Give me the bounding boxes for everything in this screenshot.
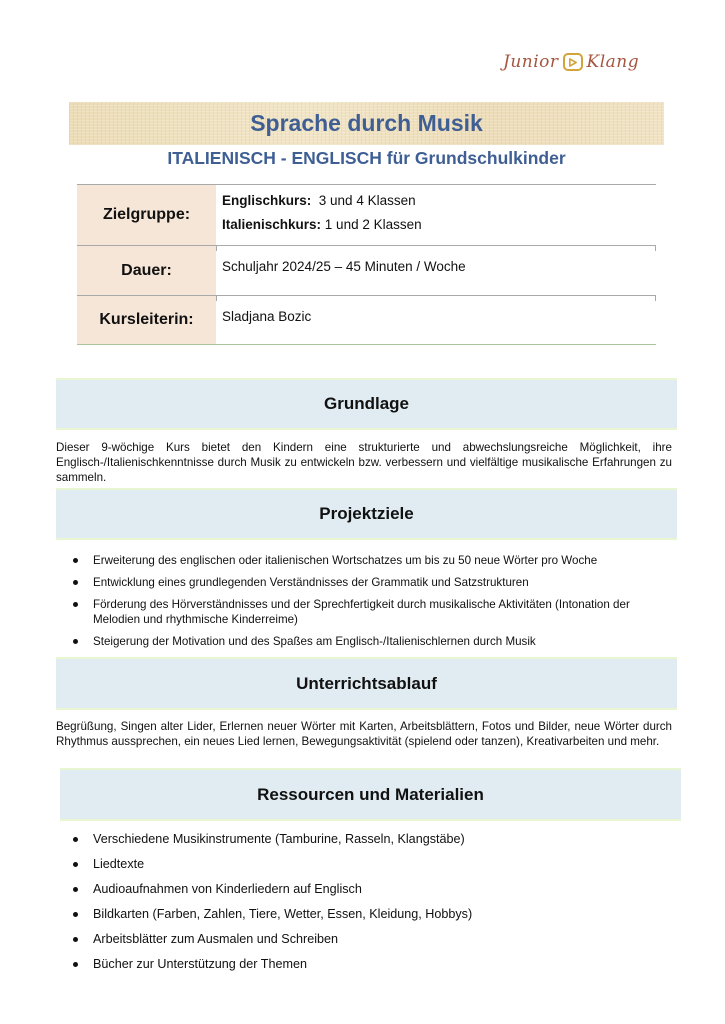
list-item xyxy=(56,856,672,872)
info-value: Schuljahr 2024/25 – 45 Minuten / Woche xyxy=(222,259,466,274)
list-item xyxy=(56,881,672,897)
list-item-text: Audioaufnahmen von Kinderliedern auf Englisch xyxy=(93,882,362,896)
bullet-icon xyxy=(73,912,78,917)
table-border-tick xyxy=(216,296,217,301)
info-line-key: Englischkurs: xyxy=(222,193,312,208)
info-value: Sladjana Bozic xyxy=(222,309,312,324)
bullet-icon xyxy=(73,962,78,967)
bullet-icon xyxy=(73,887,78,892)
bullet-icon xyxy=(73,862,78,867)
list-item xyxy=(56,634,672,649)
list-item xyxy=(56,575,672,590)
info-line-italienischkurs xyxy=(222,217,656,241)
list-item-text: Förderung des Hörverständnisses und der Sprechfertigkeit durch musikalische Aktivitäten (Intonation der Melodien und rhythmische Kinderreime) xyxy=(93,598,630,626)
logo-word-junior: Junior xyxy=(503,52,559,72)
bullet-icon xyxy=(73,837,78,842)
logo-word-klang: Klang xyxy=(586,52,640,72)
list-item-text: Verschiedene Musikinstrumente (Tamburine, Rasseln, Klangstäbe) xyxy=(93,832,465,846)
projektziele-list xyxy=(56,553,672,656)
bullet-icon xyxy=(73,639,78,644)
list-item-text: Entwicklung eines grundlegenden Verständnisses der Grammatik und Satzstrukturen xyxy=(93,576,529,589)
list-item-text: Bildkarten (Farben, Zahlen, Tiere, Wetter, Essen, Kleidung, Hobbys) xyxy=(93,907,473,921)
bullet-icon xyxy=(73,937,78,942)
list-item xyxy=(56,906,672,922)
list-item xyxy=(56,553,672,568)
info-line-englischkurs xyxy=(222,193,656,217)
play-icon xyxy=(563,53,583,71)
ressourcen-list xyxy=(56,831,672,981)
table-border-tick xyxy=(216,246,217,251)
list-item-text: Erweiterung des englischen oder italienischen Wortschatzes um bis zu 50 neue Wörter pro Woche xyxy=(93,554,598,567)
table-border-tick xyxy=(655,246,656,251)
bullet-icon xyxy=(73,558,78,563)
section-header-unterrichtsablauf: Unterrichtsablauf xyxy=(56,657,677,710)
bullet-icon xyxy=(73,602,78,607)
course-info-table xyxy=(77,184,656,345)
list-item-text: Bücher zur Unterstützung der Themen xyxy=(93,957,307,971)
section-header-grundlage: Grundlage xyxy=(56,378,677,430)
list-item xyxy=(56,831,672,847)
list-item xyxy=(56,597,672,627)
info-row-kursleiterin xyxy=(77,295,656,345)
table-border-tick xyxy=(655,296,656,301)
section-header-ressourcen: Ressourcen und Materialien xyxy=(60,768,681,821)
grundlage-text: Dieser 9-wöchige Kurs bietet den Kindern eine strukturierte und abwechslungsreiche Möglichkeit, ihre Englisch-/Italienischkenntnisse durch Musik zu entwickeln bzw. verbessern und vielfältige musikalische Erfahrungen zu sammeln. xyxy=(56,441,672,484)
list-item-text: Liedtexte xyxy=(93,857,145,871)
info-line-key: Italienischkurs: xyxy=(222,217,322,232)
bullet-icon xyxy=(73,580,78,585)
list-item xyxy=(56,931,672,947)
info-line-value: 3 und 4 Klassen xyxy=(311,193,416,208)
page-subtitle: ITALIENISCH - ENGLISCH für Grundschulkinder xyxy=(167,148,566,168)
info-label: Zielgruppe: xyxy=(77,185,216,245)
list-item xyxy=(56,956,672,972)
info-line-value: 1 und 2 Klassen xyxy=(321,217,422,232)
title-banner xyxy=(69,102,664,145)
info-value xyxy=(216,185,656,245)
info-row-zielgruppe xyxy=(77,184,656,245)
junior-klang-logo xyxy=(503,48,639,76)
list-item-text: Arbeitsblätter zum Ausmalen und Schreiben xyxy=(93,932,339,946)
section-header-projektziele: Projektziele xyxy=(56,488,677,540)
page-title: Sprache durch Musik xyxy=(250,110,483,136)
info-row-dauer xyxy=(77,245,656,295)
list-item-text: Steigerung der Motivation und des Spaßes am Englisch-/Italienischlernen durch Musik xyxy=(93,635,536,648)
info-label: Kursleiterin: xyxy=(77,296,216,344)
unterrichtsablauf-text: Begrüßung, Singen alter Lider, Erlernen neuer Wörter mit Karten, Arbeitsblättern, Fotos und Bilder, neue Wörter durch Rhythmus aussprechen, ein neues Lied lernen, Bewegungsaktivität (spielend oder tanzen), Kreativarbeiten und mehr. xyxy=(56,720,672,748)
info-label: Dauer: xyxy=(77,246,216,295)
